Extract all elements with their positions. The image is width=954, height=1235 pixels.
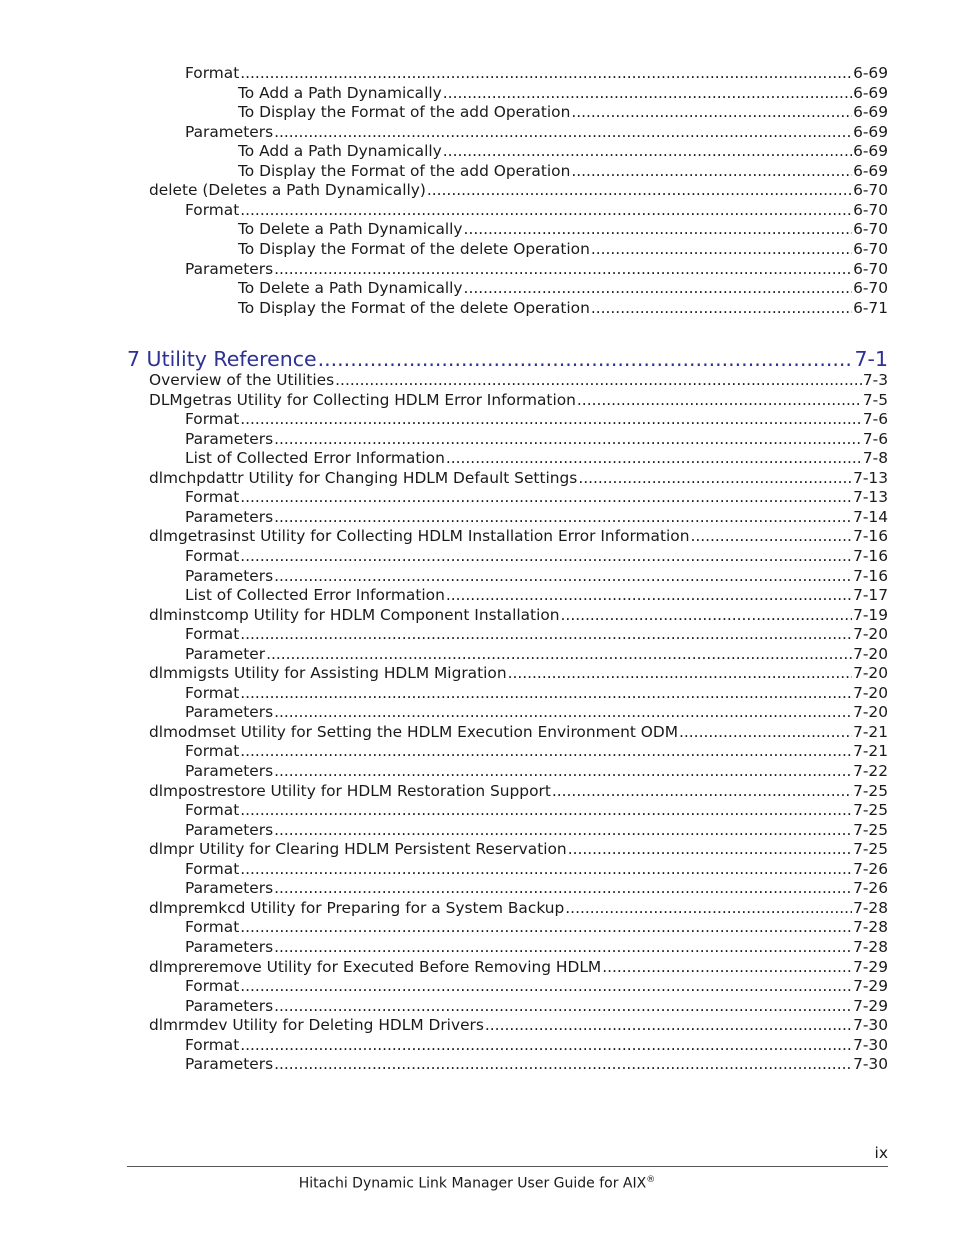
toc-entry-title: 7 Utility Reference bbox=[127, 347, 317, 371]
toc-entry-title: Format bbox=[185, 625, 240, 644]
toc-entry[interactable] bbox=[185, 742, 888, 761]
toc-entry-page: 6-69 bbox=[853, 161, 888, 180]
toc-entry-title: dlmpremkcd Utility for Preparing for a System Backup bbox=[149, 898, 565, 917]
toc-dot-leader bbox=[443, 142, 852, 161]
toc-entry[interactable] bbox=[149, 840, 888, 859]
toc-entry-page: 7-16 bbox=[853, 546, 888, 565]
toc-entry[interactable] bbox=[185, 645, 888, 664]
toc-entry[interactable] bbox=[149, 527, 888, 546]
toc-entry-page: 7-19 bbox=[853, 605, 888, 624]
toc-entry[interactable] bbox=[185, 547, 888, 566]
toc-dot-leader bbox=[318, 347, 854, 371]
toc-entry-title: Format bbox=[185, 859, 240, 878]
toc-entry-title: dlmrmdev Utility for Deleting HDLM Drivers bbox=[149, 1016, 484, 1035]
toc-entry[interactable] bbox=[185, 879, 888, 898]
toc-entry-title: Format bbox=[185, 1035, 240, 1054]
toc-entry-title: Parameters bbox=[185, 879, 274, 898]
toc-entry-page: 7-30 bbox=[853, 1055, 888, 1074]
toc-entry-page: 6-70 bbox=[853, 259, 888, 278]
toc-dot-leader bbox=[240, 742, 852, 761]
toc-entry-title: To Add a Path Dynamically bbox=[238, 83, 442, 102]
toc-entry-page: 7-13 bbox=[853, 488, 888, 507]
toc-entry-title: Parameters bbox=[185, 937, 274, 956]
toc-entry-title: Format bbox=[185, 742, 240, 761]
toc-entry[interactable] bbox=[238, 240, 888, 259]
toc-entry[interactable] bbox=[149, 181, 888, 200]
toc-entry[interactable] bbox=[185, 586, 888, 605]
toc-entry[interactable] bbox=[238, 299, 888, 318]
toc-dot-leader bbox=[690, 527, 852, 546]
toc-entry-page: 6-70 bbox=[853, 239, 888, 258]
toc-entry-page: 7-20 bbox=[853, 683, 888, 702]
toc-entry[interactable] bbox=[185, 260, 888, 279]
toc-dot-leader bbox=[552, 782, 852, 801]
toc-entry[interactable] bbox=[185, 1036, 888, 1055]
toc-entry[interactable] bbox=[149, 782, 888, 801]
toc-dot-leader bbox=[240, 64, 852, 83]
toc-dot-leader bbox=[679, 723, 852, 742]
toc-dot-leader bbox=[427, 181, 852, 200]
toc-entry-page: 7-5 bbox=[862, 390, 888, 409]
toc-dot-leader bbox=[508, 664, 852, 683]
toc-entry[interactable] bbox=[238, 279, 888, 298]
toc-entry-page: 6-69 bbox=[853, 142, 888, 161]
toc-entry-title: To Display the Format of the add Operation bbox=[238, 161, 571, 180]
toc-dot-leader bbox=[240, 918, 852, 937]
toc-entry-page: 7-20 bbox=[853, 625, 888, 644]
toc-entry[interactable] bbox=[185, 801, 888, 820]
toc-entry[interactable] bbox=[185, 410, 888, 429]
toc-entry-title: To Add a Path Dynamically bbox=[238, 142, 442, 161]
toc-entry[interactable] bbox=[149, 391, 888, 410]
toc-entry-title: Format bbox=[185, 683, 240, 702]
toc-dot-leader bbox=[274, 508, 852, 527]
footer-divider bbox=[127, 1166, 888, 1167]
toc-dot-leader bbox=[274, 821, 852, 840]
toc-dot-leader bbox=[274, 938, 852, 957]
toc-entry[interactable] bbox=[185, 64, 888, 83]
toc-dot-leader bbox=[578, 469, 852, 488]
toc-entry[interactable] bbox=[238, 220, 888, 239]
toc-entry-title: To Display the Format of the add Operation bbox=[238, 103, 571, 122]
toc-entry-title: Parameters bbox=[185, 703, 274, 722]
toc-entry-title: To Delete a Path Dynamically bbox=[238, 279, 463, 298]
toc-dot-leader bbox=[240, 201, 852, 220]
toc-dot-leader bbox=[443, 84, 852, 103]
toc-entry-title: Format bbox=[185, 64, 240, 82]
toc-entry-page: 6-70 bbox=[853, 279, 888, 298]
toc-entry[interactable] bbox=[149, 664, 888, 683]
toc-dot-leader bbox=[335, 371, 862, 390]
toc-entry[interactable] bbox=[185, 1055, 888, 1074]
toc-entry-page: 7-28 bbox=[853, 918, 888, 937]
toc-entry[interactable] bbox=[185, 508, 888, 527]
toc-entry-title: Format bbox=[185, 200, 240, 219]
toc-entry-title: dlminstcomp Utility for HDLM Component Installation bbox=[149, 605, 560, 624]
toc-dot-leader bbox=[571, 162, 852, 181]
toc-entry-page: 6-70 bbox=[853, 220, 888, 239]
toc-entry-title: dlmgetrasinst Utility for Collecting HDLM Installation Error Information bbox=[149, 527, 690, 546]
toc-dot-leader bbox=[464, 220, 853, 239]
toc-entry-title: List of Collected Error Information bbox=[185, 449, 445, 468]
toc-entry[interactable] bbox=[185, 625, 888, 644]
toc-entry-page: 7-25 bbox=[853, 840, 888, 859]
toc-entry-title: Parameters bbox=[185, 1055, 274, 1074]
toc-entry[interactable] bbox=[185, 918, 888, 937]
toc-entry-title: DLMgetras Utility for Collecting HDLM Error Information bbox=[149, 390, 576, 409]
toc-entry-page: 7-6 bbox=[862, 429, 888, 448]
toc-dot-leader bbox=[446, 586, 852, 605]
toc-dot-leader bbox=[240, 410, 862, 429]
toc-dot-leader bbox=[274, 567, 852, 586]
toc-entry-page: 7-13 bbox=[853, 468, 888, 487]
toc-dot-leader bbox=[274, 997, 852, 1016]
toc-dot-leader bbox=[591, 299, 852, 318]
toc-entry-page: 7-25 bbox=[853, 820, 888, 839]
toc-entry[interactable] bbox=[149, 958, 888, 977]
footer-title bbox=[0, 1170, 954, 1194]
toc-chapter-entry[interactable] bbox=[127, 347, 888, 371]
toc-dot-leader bbox=[240, 860, 852, 879]
toc-entry-page: 6-69 bbox=[853, 83, 888, 102]
toc-dot-leader bbox=[561, 606, 853, 625]
toc-entry[interactable] bbox=[149, 899, 888, 918]
toc-dot-leader bbox=[446, 449, 862, 468]
toc-entry[interactable] bbox=[185, 684, 888, 703]
toc-dot-leader bbox=[266, 645, 852, 664]
toc-entry-page: 6-69 bbox=[853, 103, 888, 122]
toc-entry[interactable] bbox=[185, 997, 888, 1016]
toc-dot-leader bbox=[591, 240, 852, 259]
toc-entry-page: 7-21 bbox=[853, 722, 888, 741]
toc-dot-leader bbox=[274, 123, 852, 142]
toc-entry-title: Format bbox=[185, 977, 240, 996]
toc-dot-leader bbox=[464, 279, 853, 298]
toc-entry[interactable] bbox=[238, 142, 888, 161]
toc-entry-title: Parameter bbox=[185, 644, 266, 663]
toc-entry-page: 7-29 bbox=[853, 977, 888, 996]
toc-dot-leader bbox=[240, 488, 852, 507]
toc-entry-page: 7-29 bbox=[853, 996, 888, 1015]
toc-entry-title: Parameters bbox=[185, 820, 274, 839]
toc-entry-title: Parameters bbox=[185, 507, 274, 526]
toc-dot-leader bbox=[274, 260, 852, 279]
toc-entry-title: delete (Deletes a Path Dynamically) bbox=[149, 181, 426, 200]
toc-entry-title: Parameters bbox=[185, 762, 274, 780]
toc-entry[interactable] bbox=[149, 1016, 888, 1035]
footer-title-text: Hitachi Dynamic Link Manager User Guide for AIX bbox=[298, 1175, 647, 1192]
toc-entry[interactable] bbox=[185, 703, 888, 722]
toc-entry[interactable] bbox=[185, 488, 888, 507]
toc-entry[interactable] bbox=[185, 821, 888, 840]
toc-dot-leader bbox=[602, 958, 852, 977]
toc-entry-page: 7-30 bbox=[853, 1035, 888, 1054]
toc-entry-title: To Delete a Path Dynamically bbox=[238, 220, 463, 239]
toc-entry-title: Parameters bbox=[185, 429, 274, 448]
toc-entry-page: 7-30 bbox=[853, 1016, 888, 1035]
toc-dot-leader bbox=[485, 1016, 852, 1035]
toc-entry-title: Overview of the Utilities bbox=[149, 371, 335, 389]
toc-entry-title: Format bbox=[185, 488, 240, 507]
toc-entry-page: 6-69 bbox=[853, 64, 888, 82]
toc-entry[interactable] bbox=[149, 723, 888, 742]
toc-entry-page: 7-3 bbox=[862, 371, 888, 389]
toc-entry-page: 7-14 bbox=[853, 507, 888, 526]
toc-entry[interactable] bbox=[185, 567, 888, 586]
toc-entry-title: Format bbox=[185, 801, 240, 820]
toc-entry[interactable] bbox=[238, 103, 888, 122]
toc-dot-leader bbox=[240, 977, 852, 996]
toc-entry-page: 7-1 bbox=[854, 347, 888, 371]
toc-entry-title: List of Collected Error Information bbox=[185, 586, 445, 605]
toc-dot-leader bbox=[240, 547, 852, 566]
toc-entry[interactable] bbox=[185, 123, 888, 142]
toc-dot-leader bbox=[565, 899, 852, 918]
toc-dot-leader bbox=[240, 684, 852, 703]
toc-entry[interactable] bbox=[185, 449, 888, 468]
toc-entry-page: 6-69 bbox=[853, 122, 888, 141]
toc-entry-page: 7-28 bbox=[853, 898, 888, 917]
toc-entry[interactable] bbox=[185, 860, 888, 879]
toc-entry-page: 7-25 bbox=[853, 781, 888, 800]
toc-dot-leader bbox=[568, 840, 852, 859]
toc-dot-leader bbox=[240, 801, 852, 820]
toc-dot-leader bbox=[274, 762, 852, 781]
toc-entry-title: dlmpr Utility for Clearing HDLM Persistent Reservation bbox=[149, 840, 567, 859]
toc-entry-page: 7-20 bbox=[853, 644, 888, 663]
toc-entry-title: dlmpreremove Utility for Executed Before Removing HDLM bbox=[149, 957, 602, 976]
toc-dot-leader bbox=[577, 391, 862, 410]
toc-dot-leader bbox=[274, 430, 862, 449]
toc-entry[interactable] bbox=[149, 606, 888, 625]
toc-entry-page: 6-70 bbox=[853, 181, 888, 200]
toc-entry-title: Parameters bbox=[185, 122, 274, 141]
toc-dot-leader bbox=[240, 1036, 852, 1055]
toc-dot-leader bbox=[571, 103, 852, 122]
toc-entry-page: 7-6 bbox=[862, 410, 888, 429]
toc-entry-page: 7-26 bbox=[853, 859, 888, 878]
toc-entry-title: dlmodmset Utility for Setting the HDLM Execution Environment ODM bbox=[149, 722, 678, 741]
toc-entry-title: Parameters bbox=[185, 259, 274, 278]
toc-entry-title: Format bbox=[185, 410, 240, 429]
toc-entry-title: dlmpostrestore Utility for HDLM Restoration Support bbox=[149, 781, 551, 800]
toc-entry[interactable] bbox=[185, 430, 888, 449]
toc-dot-leader bbox=[240, 625, 852, 644]
toc-entry-page: 7-29 bbox=[853, 957, 888, 976]
registered-mark: ® bbox=[646, 1175, 656, 1185]
toc-entry[interactable] bbox=[238, 162, 888, 181]
toc-dot-leader bbox=[274, 703, 852, 722]
toc-entry-page: 7-21 bbox=[853, 742, 888, 761]
toc-entry-page: 7-16 bbox=[853, 566, 888, 585]
toc-entry-page: 6-70 bbox=[853, 200, 888, 219]
toc-entry-page: 7-28 bbox=[853, 937, 888, 956]
toc-entry[interactable] bbox=[185, 977, 888, 996]
toc-entry-title: To Display the Format of the delete Operation bbox=[238, 298, 590, 317]
toc-entry-title: dlmmigsts Utility for Assisting HDLM Migration bbox=[149, 664, 507, 683]
toc-entry-page: 7-8 bbox=[862, 449, 888, 468]
toc-entry-title: dlmchpdattr Utility for Changing HDLM Default Settings bbox=[149, 468, 578, 487]
toc-entry-title: To Display the Format of the delete Operation bbox=[238, 239, 590, 258]
toc-entry-page: 7-26 bbox=[853, 879, 888, 898]
toc-entry-page: 7-25 bbox=[853, 801, 888, 820]
toc-entry-page: 7-16 bbox=[853, 527, 888, 546]
toc-entry-title: Format bbox=[185, 918, 240, 937]
toc-entry-page: 7-17 bbox=[853, 586, 888, 605]
toc-entry-page: 7-22 bbox=[853, 762, 888, 780]
toc-dot-leader bbox=[274, 879, 852, 898]
toc-entry-title: Format bbox=[185, 546, 240, 565]
page-number: ix bbox=[874, 1144, 888, 1162]
toc-entry-title: Parameters bbox=[185, 566, 274, 585]
toc-entry[interactable] bbox=[149, 469, 888, 488]
toc-entry[interactable] bbox=[185, 201, 888, 220]
toc-entry-title: Parameters bbox=[185, 996, 274, 1015]
toc-entry-page: 7-20 bbox=[853, 664, 888, 683]
toc-entry-page: 7-20 bbox=[853, 703, 888, 722]
toc-entry-page: 6-71 bbox=[853, 298, 888, 317]
toc-entry[interactable] bbox=[185, 762, 888, 781]
toc-dot-leader bbox=[274, 1055, 852, 1074]
toc-entry[interactable] bbox=[185, 938, 888, 957]
toc-entry[interactable] bbox=[238, 84, 888, 103]
toc-entry[interactable] bbox=[149, 371, 888, 390]
